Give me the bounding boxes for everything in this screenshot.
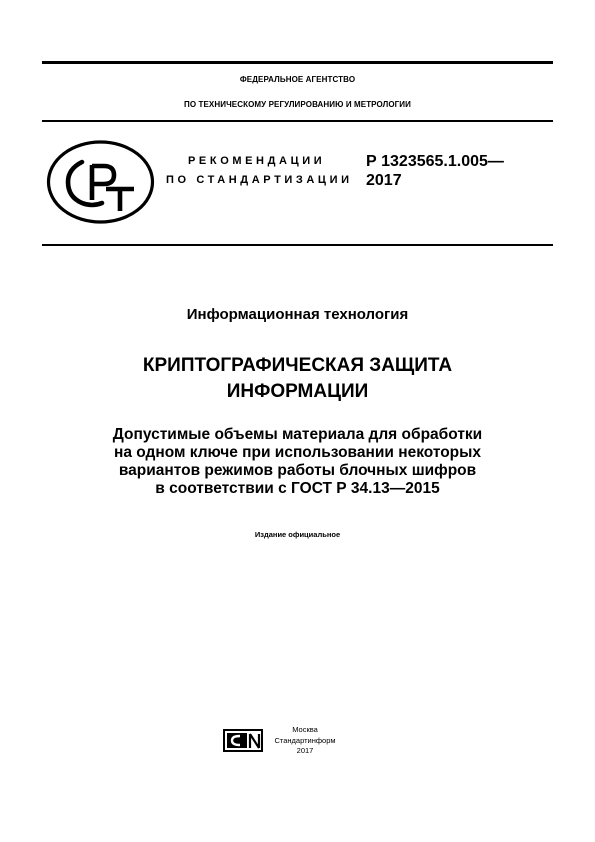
- top-rule: [42, 61, 553, 64]
- page-subtitle: [42, 426, 553, 498]
- publisher-block: [265, 725, 345, 757]
- title-line-2: ИНФОРМАЦИИ: [226, 381, 369, 402]
- edition-note: Издание официальное: [254, 530, 341, 539]
- document-type-line-2: ПО СТАНДАРТИЗАЦИИ: [166, 174, 353, 186]
- publisher-year: 2017: [296, 746, 314, 755]
- title-line-1: КРИПТОГРАФИЧЕСКАЯ ЗАЩИТА: [142, 355, 453, 376]
- document-number: Р 1323565.1.005—: [366, 153, 504, 170]
- header-bottom-rule: [42, 244, 553, 246]
- agency-rule: [42, 120, 553, 122]
- standartinform-logo-icon: [223, 729, 263, 752]
- subtitle-line-2: на одном ключе при использовании некоторых: [113, 444, 482, 461]
- publisher-name: Стандартинформ: [274, 735, 336, 745]
- document-year: 2017: [366, 172, 402, 189]
- agency-line-1: ФЕДЕРАЛЬНОЕ АГЕНТСТВО: [239, 75, 356, 84]
- subtitle-line-3: вариантов режимов работы блочных шифров: [118, 462, 477, 479]
- subject-heading: Информационная технология: [186, 306, 409, 323]
- page-title: [42, 353, 553, 405]
- gost-r-mark-icon: [46, 139, 155, 225]
- subtitle-line-4: в соответствии с ГОСТ Р 34.13—2015: [155, 480, 440, 497]
- subtitle-line-1: Допустимые объемы материала для обработки: [112, 426, 483, 443]
- agency-line-2: ПО ТЕХНИЧЕСКОМУ РЕГУЛИРОВАНИЮ И МЕТРОЛОГИИ: [183, 100, 412, 109]
- document-type-line-1: РЕКОМЕНДАЦИИ: [188, 155, 326, 167]
- publisher-city: Москва: [292, 725, 318, 734]
